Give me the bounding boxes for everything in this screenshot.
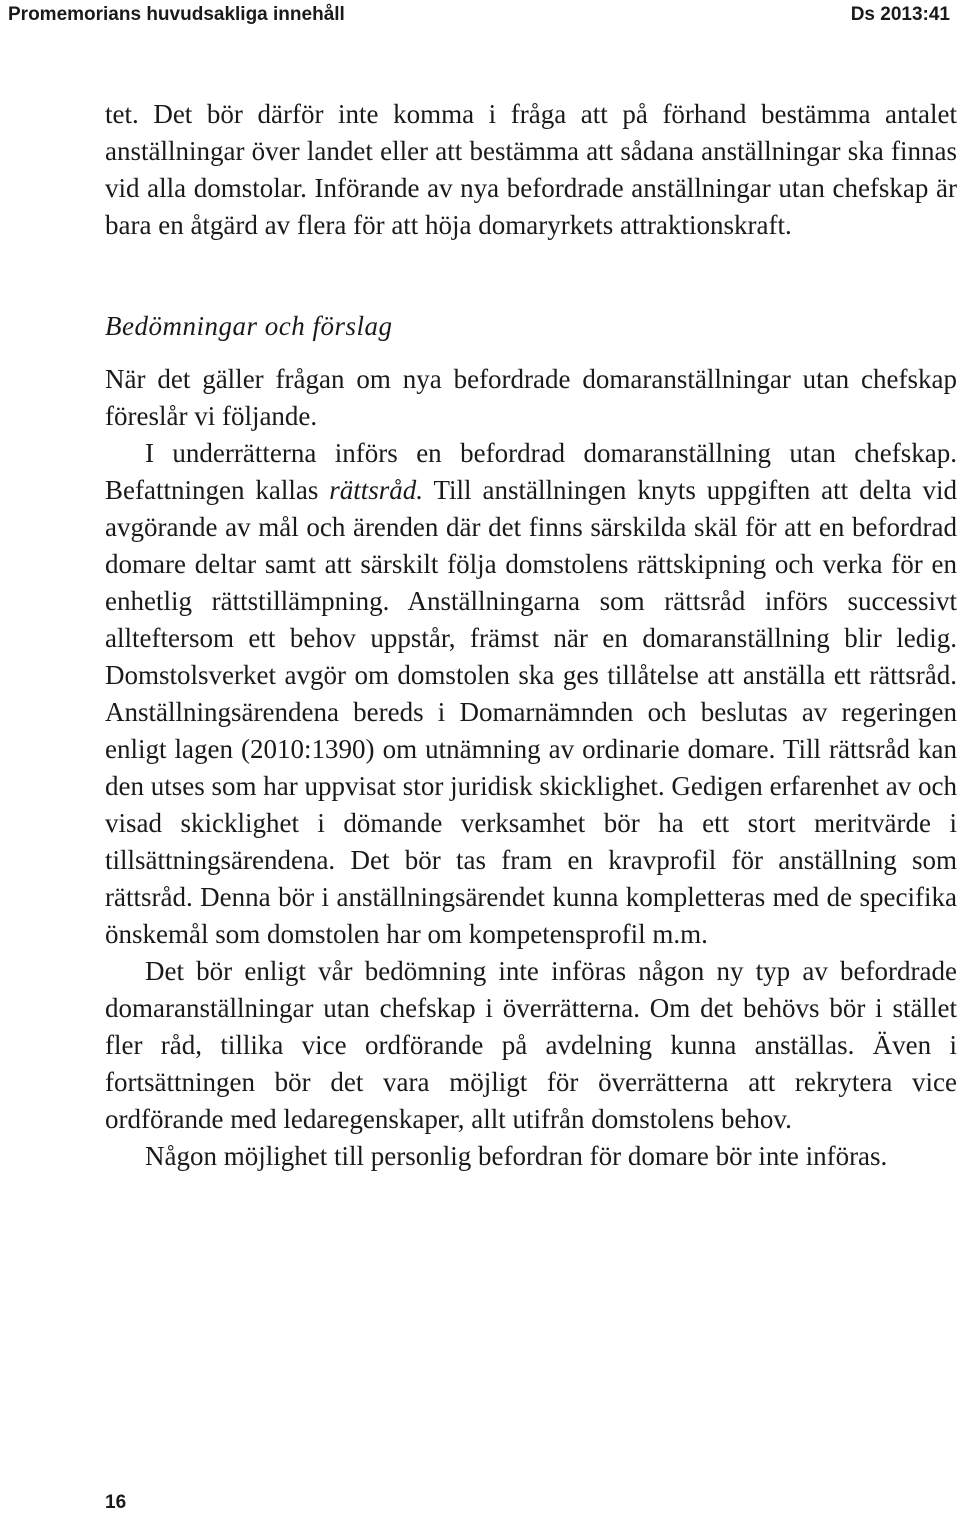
paragraph-underratterna [105, 435, 957, 953]
intro-paragraph: tet. Det bör därför inte komma i fråga att på förhand bestämma antalet anställningar över landet eller att bestämma att sådana anställningar ska finnas vid alla domstolar. Införande av nya befordrade anställningar utan chefskap är bara en åtgärd av flera för att höja domaryrkets attraktionskraft. [105, 99, 957, 240]
section-heading: Bedömningar och förslag [105, 311, 393, 341]
page-body [105, 96, 957, 1175]
page-number: 16 [105, 1492, 127, 1513]
running-title: Promemorians huvudsakliga innehåll [8, 4, 345, 25]
paragraph-overratterna: Det bör enligt vår bedömning inte införas någon ny typ av befordrade domaranställningar utan chefskap i överrätterna. Om det behövs bör i stället fler råd, tillika vice ordförande på avdelning kunna anställas. Även i fortsättningen bör det vara möjligt för överrätterna att rekrytera vice ordförande med ledaregenskaper, allt utifrån domstolens behov. [105, 956, 957, 1134]
paragraph-text-before-term: I underrätterna införs en befordrad domaranställning utan chefskap. Befattningen kallas [105, 438, 957, 505]
paragraph-personlig-befordran: Någon möjlighet till personlig befordran för domare bör inte införas. [145, 1141, 888, 1171]
term-rattsrad: rättsråd. [329, 475, 424, 505]
paragraph-text-after-term: Till anställningen knyts uppgiften att delta vid avgörande av mål och ärenden där det finns särskilda skäl för att en befordrad domare deltar samt att särskilt följa domstolens rättskipning och verka för en enhetlig rättstillämpning. Anställningarna som rättsråd införs successivt allteftersom ett behov uppstår, främst när en domaranställning blir ledig. Domstolsverket avgör om domstolen ska ges tillåtelse att anställa ett rättsråd. Anställningsärendena bereds i Domarnämnden och beslutas av regeringen enligt lagen (2010:1390) om utnämning av ordinarie domare. Till rättsråd kan den utses som har uppvisat stor juridisk skicklighet. Gedigen erfarenhet av och visad skicklighet i dömande verksamhet bör ha ett stort meritvärde i tillsättningsärendena. Det bör tas fram en kravprofil för anställning som rättsråd. Denna bör i anställningsärendet kunna kompletteras med de specifika önskemål som domstolen har om kompetensprofil m.m. [105, 475, 957, 949]
paragraph-proposal-intro: När det gäller frågan om nya befordrade domaranställningar utan chefskap föreslår vi följande. [105, 364, 957, 431]
page-header [0, 0, 960, 34]
document-number: Ds 2013:41 [850, 4, 950, 25]
